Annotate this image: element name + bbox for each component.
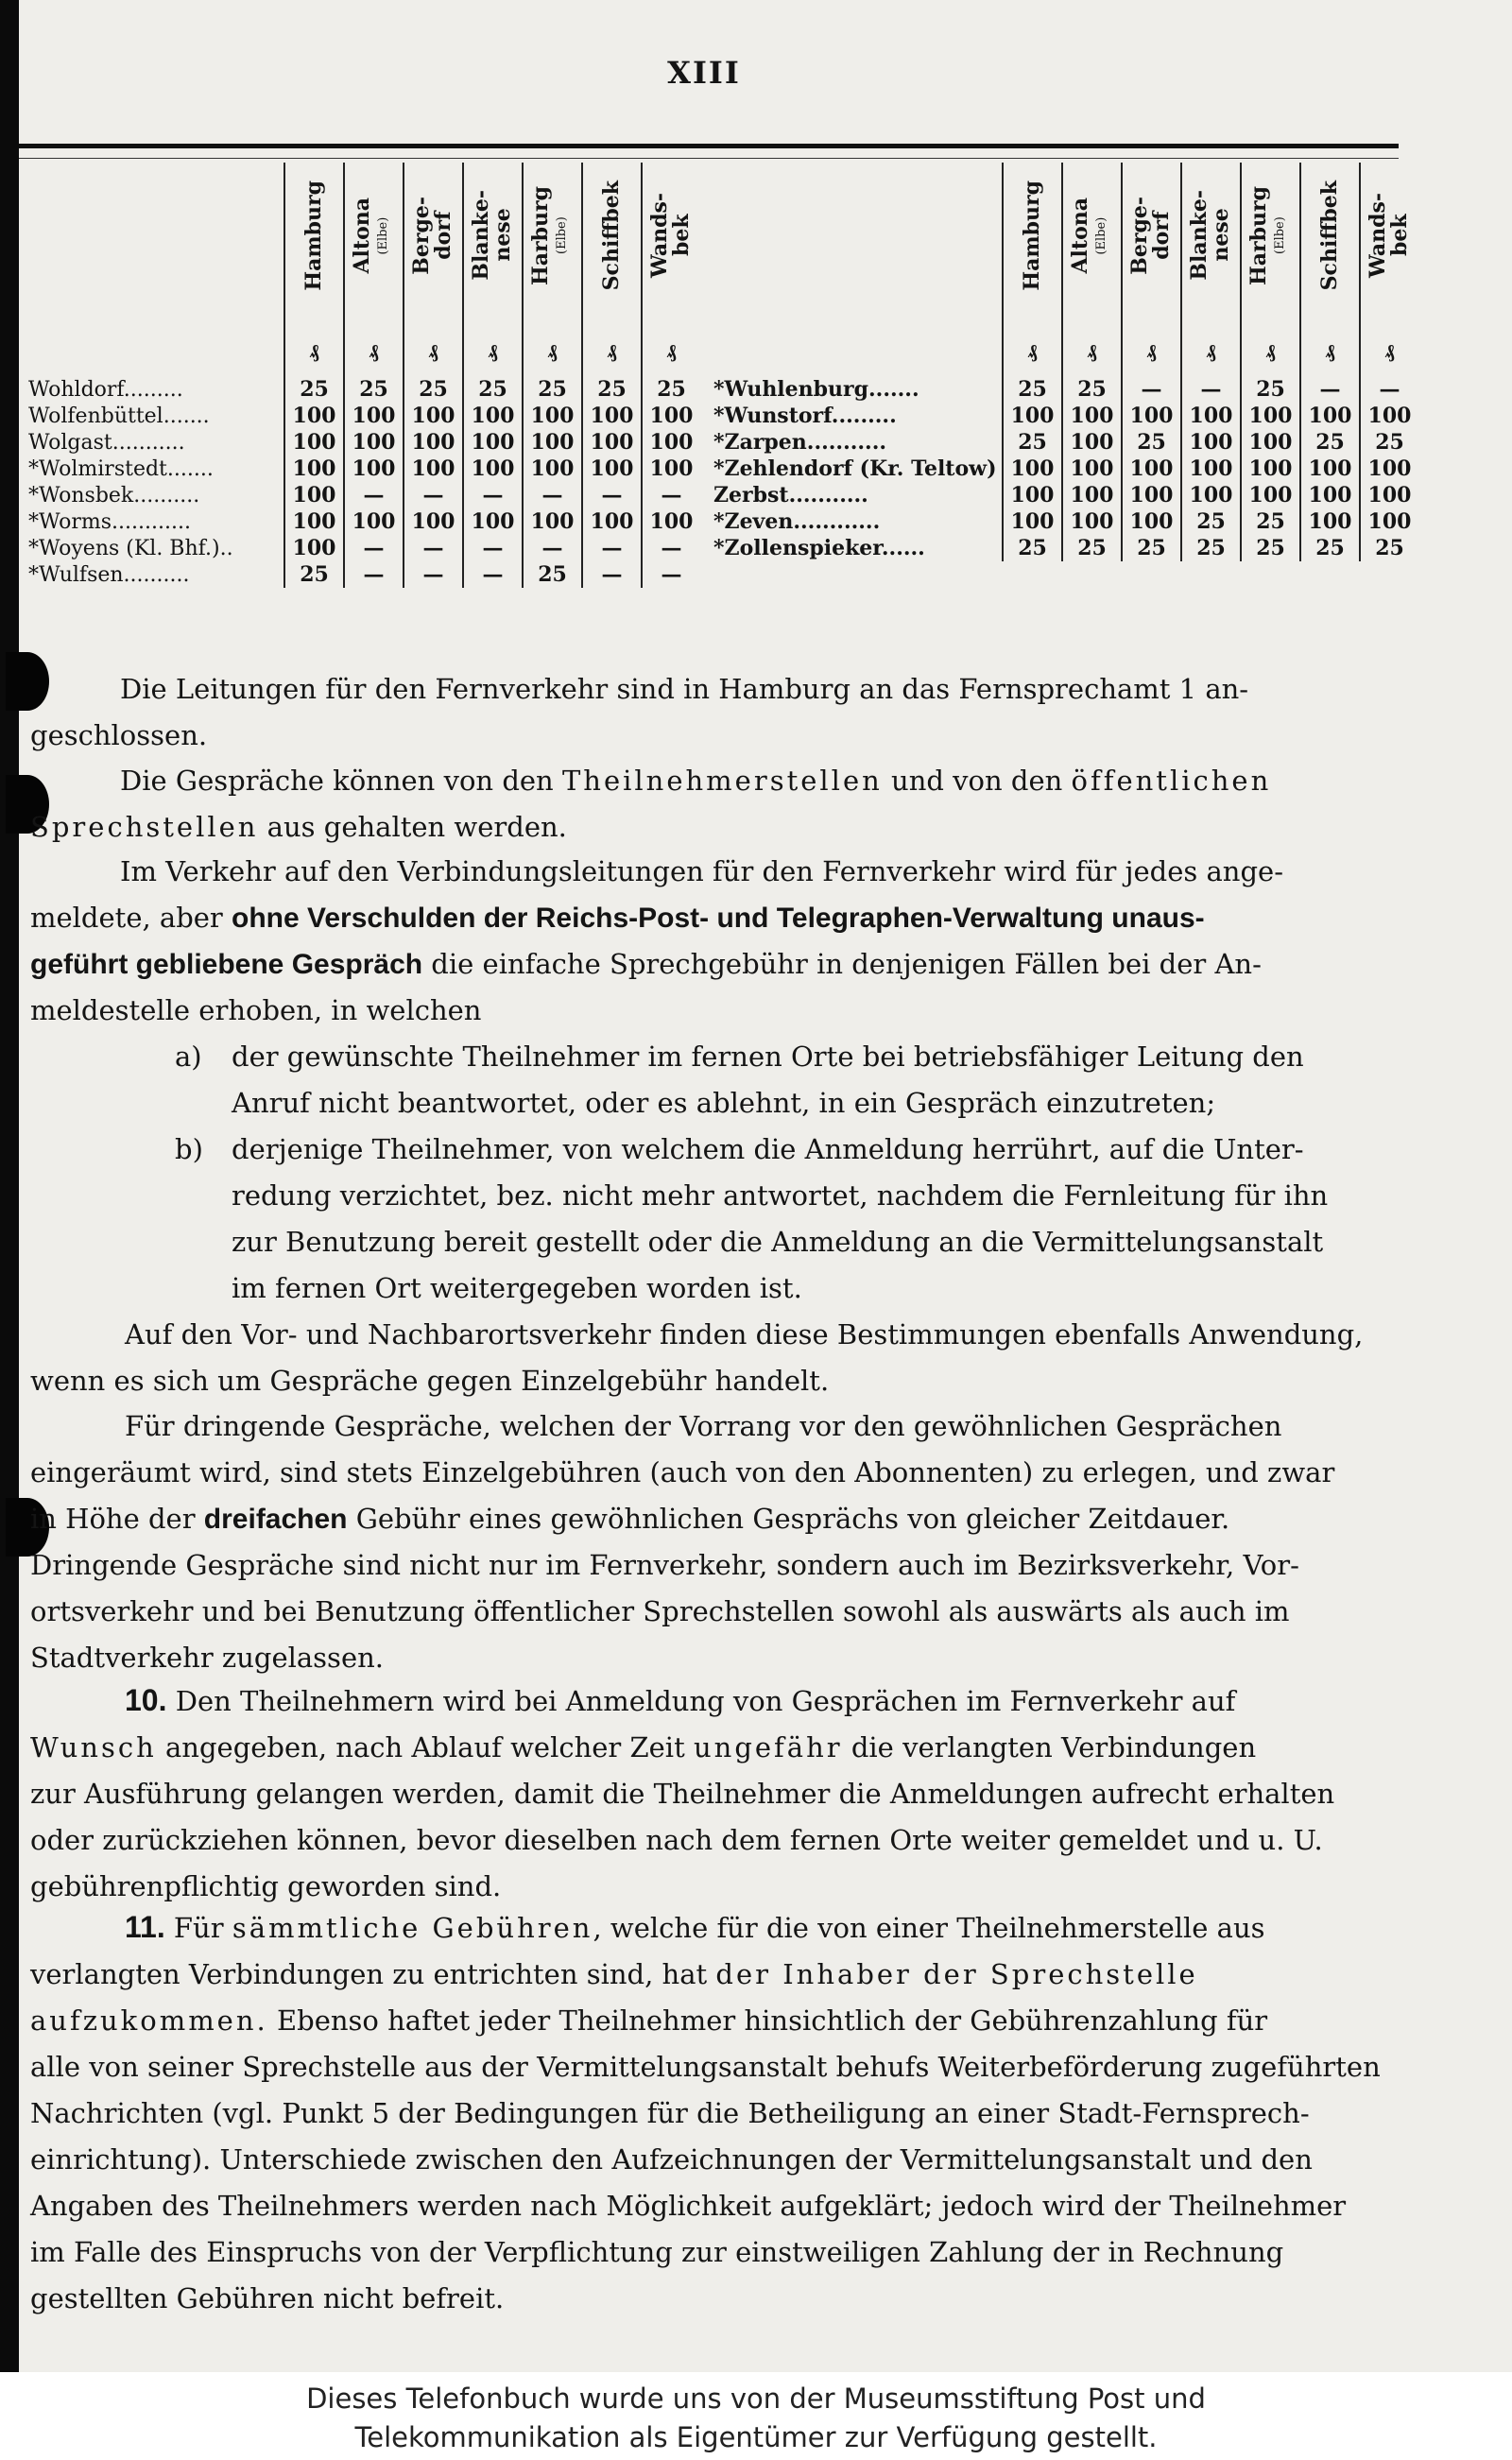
text-line: ortsverkehr und bei Benutzung öffentlicher Sprechstellen sowohl als auswärts als auch im [30, 1595, 1290, 1627]
fee-cell: 100 [284, 429, 344, 456]
text-run: , welche für die von einer Theilnehmerstelle aus [593, 1912, 1265, 1944]
text-line: Dringende Gespräche sind nicht nur im Fernverkehr, sondern auch im Bezirksverkehr, Vor- [30, 1549, 1299, 1581]
text-line: gebührenpflichtig geworden sind. [30, 1870, 502, 1902]
cent-symbol: ₰ [369, 339, 379, 362]
fee-cell: 100 [284, 535, 344, 561]
fee-cell: 25 [463, 370, 523, 403]
column-header-label: Hamburg [1019, 180, 1044, 291]
fee-cell: 100 [582, 456, 642, 482]
fee-cell: 100 [1062, 456, 1122, 482]
fee-cell: 100 [1062, 429, 1122, 456]
fee-cell: — [642, 561, 700, 588]
fee-cell: — [523, 535, 582, 561]
column-header [1300, 163, 1360, 370]
fee-cell: 100 [463, 456, 523, 482]
cent-symbol: ₰ [1027, 339, 1038, 362]
place-name: Wolgast........... [28, 430, 185, 455]
place-name: *Wolmirstedt....... [28, 456, 214, 481]
text-line: geschlossen. [30, 719, 208, 751]
footer-notice [0, 2372, 1512, 2460]
fee-cell: 100 [1241, 482, 1300, 508]
place-column-header [28, 163, 284, 370]
table-row [28, 535, 700, 561]
fee-cell: 100 [1122, 482, 1181, 508]
fee-cell: 100 [1181, 482, 1241, 508]
text-run: Wunsch [30, 1731, 157, 1763]
text-line: oder zurückziehen können, bevor dieselben nach dem fernen Orte weiter gemeldet und u. U. [30, 1824, 1323, 1856]
table-row [28, 429, 700, 456]
text-run: angegeben, nach Ablauf welcher Zeit [156, 1731, 694, 1763]
fee-cell: 25 [523, 370, 582, 403]
text-line: zur Ausführung gelangen werden, damit die Theilnehmer die Anmeldungen aufrecht erhalten [30, 1778, 1335, 1810]
place-name: *Wulfsen.......... [28, 562, 190, 587]
table-row [28, 508, 700, 535]
paragraph-dringend [30, 1403, 1410, 1681]
fee-cell: 100 [1360, 403, 1418, 429]
fee-cell: 100 [1062, 403, 1122, 429]
fee-cell: 100 [1300, 403, 1360, 429]
fee-cell: 100 [1122, 456, 1181, 482]
fee-cell: 100 [463, 508, 523, 535]
fee-cell: — [404, 482, 463, 508]
fee-cell: 100 [1241, 456, 1300, 482]
fee-cell: 100 [1360, 508, 1418, 535]
fee-cell: 25 [1122, 535, 1181, 561]
fee-cell: 100 [1003, 482, 1062, 508]
column-header-label: Blanke- nese [469, 190, 516, 281]
fee-cell: 25 [1122, 429, 1181, 456]
place-name: *Worms............ [28, 509, 191, 534]
column-header [284, 163, 344, 370]
fee-cell: 100 [284, 482, 344, 508]
table-row [28, 482, 700, 508]
table-row [713, 403, 1418, 429]
fee-cell: 25 [404, 370, 463, 403]
text-line: Stadtverkehr zugelassen. [30, 1642, 384, 1674]
fee-cell: 100 [642, 508, 700, 535]
fee-cell: — [1122, 370, 1181, 403]
table-row [28, 370, 700, 403]
column-header-label: Harburg (Elbe) [1246, 185, 1288, 285]
fee-cell: — [463, 535, 523, 561]
column-header-label: Wands- bek [647, 193, 695, 278]
cent-symbol: ₰ [1146, 339, 1157, 362]
place-name: Zerbst........... [713, 483, 868, 507]
column-header [1360, 163, 1418, 370]
fee-cell: 25 [1300, 535, 1360, 561]
fee-cell: 25 [642, 370, 700, 403]
fee-cell: — [1181, 370, 1241, 403]
fee-cell: 100 [1062, 508, 1122, 535]
table-row [713, 482, 1418, 508]
fee-cell: 100 [1360, 456, 1418, 482]
list-label-b: b) [175, 1133, 203, 1165]
place-name: *Zarpen........... [713, 430, 887, 455]
fee-cell: 100 [404, 456, 463, 482]
text-run: die verlangten Verbindungen [842, 1731, 1257, 1763]
fee-cell: 100 [582, 403, 642, 429]
cent-symbol: ₰ [547, 339, 558, 362]
place-name: *Zehlendorf (Kr. Teltow) [713, 456, 997, 481]
fee-cell: 25 [1360, 429, 1418, 456]
text-line: Angaben des Theilnehmers werden nach Möglichkeit aufgeklärt; jedoch wird der Theilnehmer [30, 2190, 1347, 2222]
fee-cell: — [404, 561, 463, 588]
table-row [28, 561, 700, 588]
column-header [1241, 163, 1300, 370]
table-row [713, 456, 1418, 482]
text-line: eingeräumt wird, sind stets Einzelgebühren (auch von den Abonnenten) zu erlegen, und zwar [30, 1456, 1335, 1488]
text-line: gestellten Gebühren nicht befreit. [30, 2282, 505, 2314]
place-name: *Zollenspieker...... [713, 536, 925, 560]
text-line: Für dringende Gespräche, welchen der Vorrang vor den gewöhnlichen Gesprächen [125, 1410, 1282, 1442]
table-row [28, 456, 700, 482]
fee-cell: 25 [1241, 508, 1300, 535]
text-line: wenn es sich um Gespräche gegen Einzelgebühr handelt. [30, 1365, 830, 1397]
cent-symbol: ₰ [309, 339, 319, 362]
fee-cell: — [404, 535, 463, 561]
column-header-label: Berge- dorf [409, 196, 456, 275]
cent-symbol: ₰ [607, 339, 617, 362]
text-run: aus gehalten werden. [258, 811, 567, 843]
place-name: *Wunstorf......... [713, 404, 897, 428]
column-header [1122, 163, 1181, 370]
table-row [28, 403, 700, 429]
cent-symbol: ₰ [1265, 339, 1276, 362]
cent-symbol: ₰ [1325, 339, 1335, 362]
fee-table-left [28, 163, 700, 588]
fee-cell: 25 [1241, 370, 1300, 403]
text-run: sämmtliche Gebühren [232, 1912, 593, 1944]
text-run: Theilnehmerstellen [561, 765, 883, 797]
table-row [713, 535, 1418, 561]
cent-symbol: ₰ [1087, 339, 1097, 362]
fee-cell: 25 [1062, 535, 1122, 561]
fee-cell: 25 [1241, 535, 1300, 561]
column-header-label: Schiffbek [598, 180, 624, 291]
fee-cell: — [582, 535, 642, 561]
page-number: XIII [667, 55, 741, 91]
place-name: *Woyens (Kl. Bhf.).. [28, 536, 233, 560]
fee-cell: 25 [284, 370, 344, 403]
column-header [1181, 163, 1241, 370]
fee-cell: 25 [344, 370, 404, 403]
column-header-label: Altona (Elbe) [1068, 197, 1109, 274]
fee-cell: 100 [642, 429, 700, 456]
column-header [1062, 163, 1122, 370]
text-line: Die Leitungen für den Fernverkehr sind in Hamburg an das Fernsprechamt 1 an- [120, 673, 1249, 705]
text-line: redung verzichtet, bez. nicht mehr antwortet, nachdem die Fernleitung für ihn [232, 1179, 1329, 1212]
fee-cell: 25 [523, 561, 582, 588]
fee-cell: 100 [1003, 456, 1062, 482]
table-header-row [713, 163, 1418, 370]
column-header-label: Wands- bek [1366, 193, 1413, 278]
fee-cell: 100 [1003, 508, 1062, 535]
fee-cell: 100 [582, 508, 642, 535]
fee-cell: — [463, 482, 523, 508]
fee-cell: 100 [284, 403, 344, 429]
paragraph-gespraeche [30, 758, 1410, 851]
place-name: Wohldorf......... [28, 377, 183, 402]
fee-cell: 25 [1181, 535, 1241, 561]
column-header [642, 163, 700, 370]
fee-cell: 25 [1062, 370, 1122, 403]
top-rule-thin [19, 158, 1399, 159]
fee-cell: 100 [523, 429, 582, 456]
list-item-b [232, 1127, 1413, 1312]
emphasis-text: ohne Verschulden der Reichs-Post- und Telegraphen-Verwaltung unaus- [232, 903, 1205, 934]
list-label-a: a) [175, 1041, 202, 1073]
fee-cell: — [344, 482, 404, 508]
fee-cell: — [344, 535, 404, 561]
text-run: und von den [882, 765, 1072, 797]
section-number: 11. [125, 1910, 165, 1944]
fee-cell: — [344, 561, 404, 588]
column-header [404, 163, 463, 370]
text-run: ungefähr [693, 1731, 843, 1763]
fee-cell: 100 [1300, 482, 1360, 508]
column-header-label: Blanke- nese [1187, 190, 1234, 281]
fee-table-right [713, 163, 1418, 561]
fee-cell: — [1300, 370, 1360, 403]
fee-cell: — [642, 535, 700, 561]
text-line: Anruf nicht beantwortet, oder es ablehnt, in ein Gespräch einzutreten; [232, 1087, 1216, 1119]
fee-cell: 100 [1122, 508, 1181, 535]
emphasis-text: dreifachen [203, 1504, 348, 1535]
text-run: die einfache Sprechgebühr in denjenigen Fällen bei der An- [422, 948, 1262, 980]
text-run: verlangten Verbindungen zu entrichten sind, hat [30, 1958, 716, 1990]
section-number: 10. [125, 1683, 167, 1717]
footer-line: Telekommunikation als Eigentümer zur Verfügung gestellt. [354, 2421, 1158, 2453]
text-run: der Inhaber der Sprechstelle [715, 1958, 1198, 1990]
fee-cell: 100 [404, 403, 463, 429]
fee-cell: 100 [1062, 482, 1122, 508]
text-line: Auf den Vor- und Nachbarortsverkehr finden diese Bestimmungen ebenfalls Anwendung, [125, 1318, 1364, 1350]
fee-cell: 25 [1181, 508, 1241, 535]
fee-cell: — [463, 561, 523, 588]
text-line: im fernen Ort weitergegeben worden ist. [232, 1272, 802, 1304]
fee-cell: 100 [1360, 482, 1418, 508]
cent-symbol: ₰ [1384, 339, 1395, 362]
column-header-label: Berge- dorf [1127, 196, 1175, 275]
text-run: Gebühr eines gewöhnlichen Gesprächs von gleicher Zeitdauer. [347, 1503, 1230, 1535]
column-header [1003, 163, 1062, 370]
text-line: derjenige Theilnehmer, von welchem die Anmeldung herrührt, auf die Unter- [232, 1133, 1304, 1165]
text-run: aufzukommen. [30, 2004, 268, 2037]
fee-cell: 100 [463, 429, 523, 456]
fee-cell: 100 [1181, 456, 1241, 482]
text-line: meldestelle erhoben, in welchen [30, 994, 482, 1026]
place-name: *Wuhlenburg....... [713, 377, 919, 402]
table-header-row [28, 163, 700, 370]
fee-cell: 25 [284, 561, 344, 588]
top-rule [19, 144, 1399, 148]
fee-cell: 100 [1003, 403, 1062, 429]
section-10 [30, 1677, 1410, 1910]
text-run: Den Theilnehmern wird bei Anmeldung von Gesprächen im Fernverkehr auf [166, 1685, 1236, 1717]
fee-cell: 100 [344, 508, 404, 535]
text-line: Nachrichten (vgl. Punkt 5 der Bedingungen für die Betheiligung an einer Stadt-Fernsprech- [30, 2097, 1310, 2129]
fee-cell: 100 [1300, 508, 1360, 535]
fee-cell: — [642, 482, 700, 508]
column-header-label: Harburg (Elbe) [528, 185, 570, 285]
cent-symbol: ₰ [428, 339, 438, 362]
table-row [713, 370, 1418, 403]
section-11 [30, 1904, 1410, 2322]
column-header [463, 163, 523, 370]
text-line: alle von seiner Sprechstelle aus der Vermittelungsanstalt behufs Weiterbeförderung zugeführten [30, 2051, 1381, 2083]
place-name: *Zeven............ [713, 509, 881, 534]
list-item-a [232, 1034, 1413, 1127]
paragraph-vorort [30, 1312, 1410, 1404]
column-header [344, 163, 404, 370]
fee-cell: 100 [284, 456, 344, 482]
binder-edge [0, 0, 19, 2372]
text-run: in Höhe der [30, 1503, 204, 1535]
text-run: Ebenso haftet jeder Theilnehmer hinsichtlich der Gebührenzahlung für [267, 2004, 1268, 2037]
fee-cell: 25 [1360, 535, 1418, 561]
fee-cell: 25 [1300, 429, 1360, 456]
fee-cell: 100 [523, 456, 582, 482]
fee-cell: 100 [1181, 429, 1241, 456]
fee-cell: 100 [344, 429, 404, 456]
fee-cell: 100 [344, 403, 404, 429]
text-line: Im Verkehr auf den Verbindungsleitungen für den Fernverkehr wird für jedes ange- [120, 855, 1283, 887]
cent-symbol: ₰ [1206, 339, 1216, 362]
fee-cell: 25 [1003, 370, 1062, 403]
fee-cell: 25 [582, 370, 642, 403]
fee-cell: 100 [1122, 403, 1181, 429]
place-name: *Wonsbek.......... [28, 483, 200, 507]
fee-cell: 100 [463, 403, 523, 429]
text-line: einrichtung). Unterschiede zwischen den Aufzeichnungen der Vermittelungsanstalt und den [30, 2143, 1313, 2176]
fee-cell: 100 [523, 403, 582, 429]
text-line: im Falle des Einspruchs von der Verpflichtung zur einstweiligen Zahlung der in Rechnung [30, 2236, 1284, 2268]
place-name: Wolfenbüttel....... [28, 404, 210, 428]
paragraph-leitungen [30, 666, 1410, 759]
footer-line: Dieses Telefonbuch wurde uns von der Museumsstiftung Post und [306, 2383, 1206, 2415]
column-header-label: Altona (Elbe) [350, 197, 391, 274]
fee-cell: 25 [1003, 535, 1062, 561]
fee-cell: 100 [344, 456, 404, 482]
cent-symbol: ₰ [666, 339, 677, 362]
text-run: öffentlichen [1071, 765, 1272, 797]
fee-cell: 25 [1003, 429, 1062, 456]
fee-cell: — [1360, 370, 1418, 403]
fee-cell: 100 [1241, 403, 1300, 429]
text-run: Sprechstellen [30, 811, 259, 843]
text-line: der gewünschte Theilnehmer im fernen Orte bei betriebsfähiger Leitung den [232, 1041, 1304, 1073]
fee-cell: 100 [523, 508, 582, 535]
paragraph-verkehr [30, 849, 1410, 1034]
table-row [713, 429, 1418, 456]
fee-cell: — [582, 561, 642, 588]
fee-cell: 100 [404, 508, 463, 535]
emphasis-text: geführt gebliebene Gespräch [30, 949, 423, 980]
text-run: Die Gespräche können von den [120, 765, 562, 797]
column-header [523, 163, 582, 370]
fee-cell: 100 [1181, 403, 1241, 429]
fee-cell: 100 [642, 456, 700, 482]
fee-cell: 100 [582, 429, 642, 456]
fee-cell: — [582, 482, 642, 508]
place-column-header [713, 163, 1003, 370]
text-run: Für [164, 1912, 232, 1944]
fee-cell: — [523, 482, 582, 508]
text-line: zur Benutzung bereit gestellt oder die Anmeldung an die Vermittelungsanstalt [232, 1226, 1324, 1258]
column-header-label: Hamburg [301, 180, 326, 291]
fee-cell: 100 [284, 508, 344, 535]
fee-cell: 100 [404, 429, 463, 456]
fee-cell: 100 [1300, 456, 1360, 482]
cent-symbol: ₰ [488, 339, 498, 362]
table-row [713, 508, 1418, 535]
column-header [582, 163, 642, 370]
fee-cell: 100 [642, 403, 700, 429]
text-run: meldete, aber [30, 902, 232, 934]
column-header-label: Schiffbek [1316, 180, 1342, 291]
fee-cell: 100 [1241, 429, 1300, 456]
